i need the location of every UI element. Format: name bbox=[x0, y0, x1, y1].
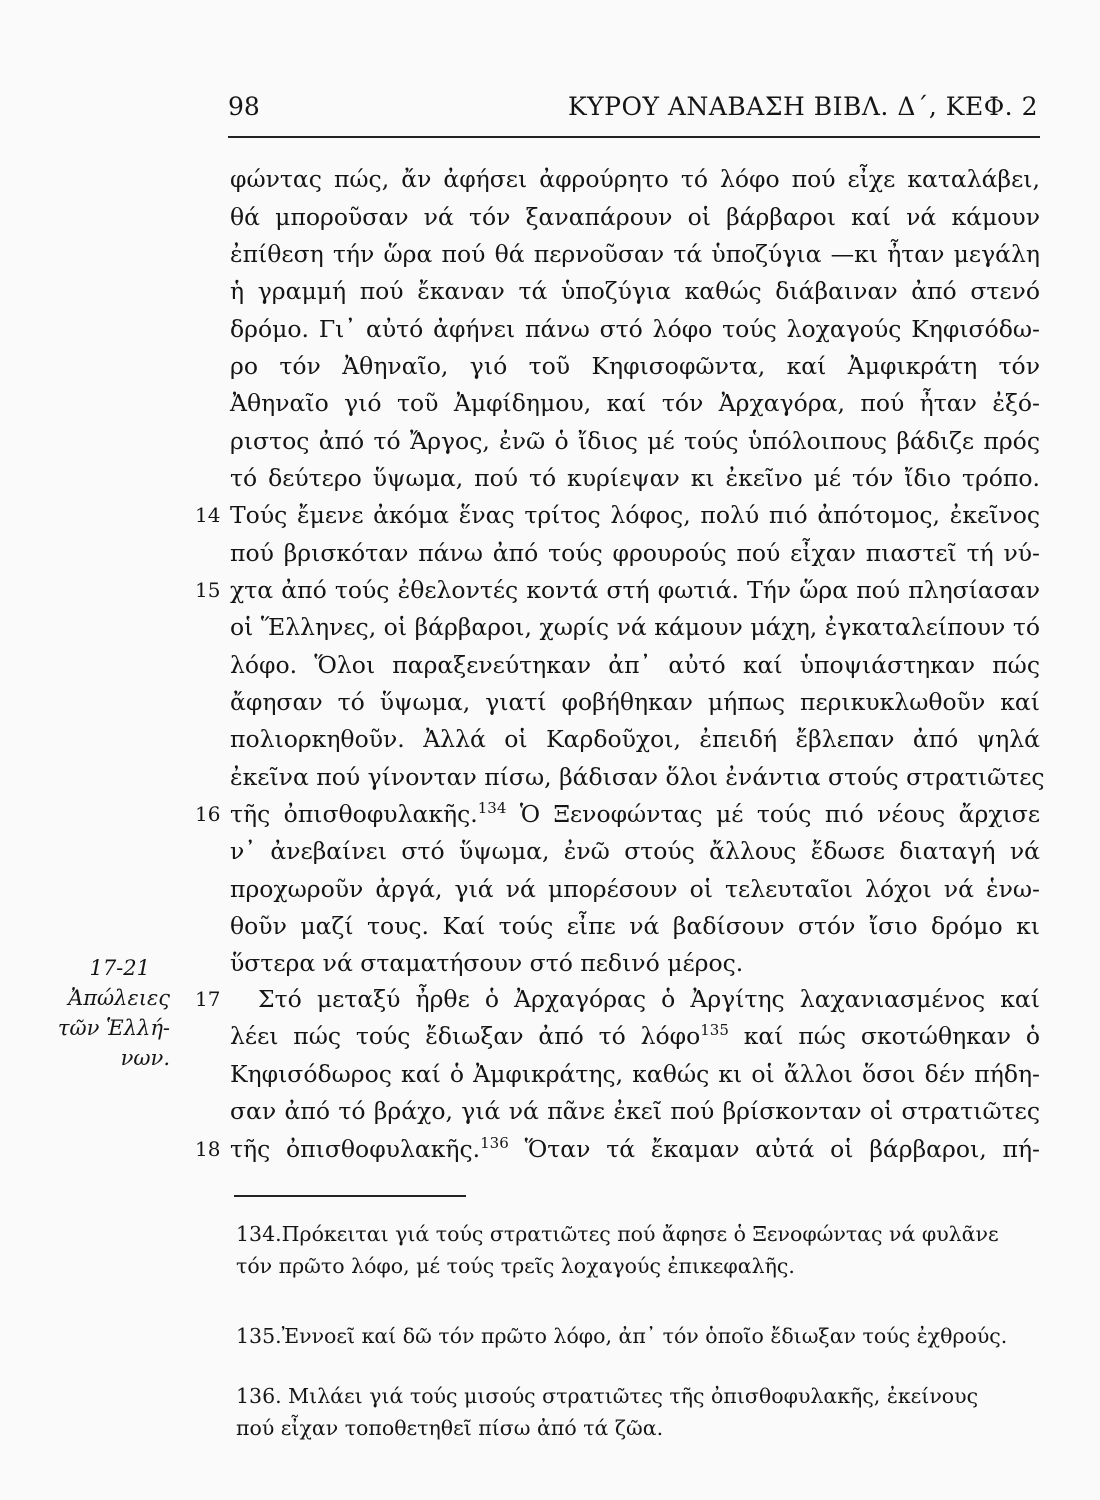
running-head bbox=[228, 92, 1038, 132]
footnote-136 bbox=[236, 1380, 1056, 1444]
text-line: Στό μεταξύ ἦρθε ὁ Ἀρχαγόρας ὁ Ἀργίτης λαχανιασμένος καί bbox=[258, 985, 1040, 1013]
paragraph-number: 16 bbox=[195, 802, 221, 826]
text-line bbox=[230, 1017, 1040, 1055]
text-run: λέει πώς τούς ἔδιωξαν ἀπό τό λόφο bbox=[230, 1022, 701, 1050]
text-line: ἄφησαν τό ὕψωμα, γιατί φοβήθηκαν μήπως περικυκλωθοῦν καί bbox=[230, 688, 1040, 716]
text-line: σαν ἀπό τό βράχο, γιά νά πᾶνε ἐκεῖ πού βρίσκονταν οἱ στρατιῶτες bbox=[230, 1097, 1040, 1125]
text-run: τῆς ὀπισθοφυλακῆς. bbox=[230, 1135, 481, 1163]
note-ref-135[interactable]: 135 bbox=[700, 1021, 729, 1039]
text-line: θοῦν μαζί τους. Καί τούς εἶπε νά βαδίσουν στόν ἴσιο δρόμο κι bbox=[230, 912, 1040, 940]
text-line: φώντας πώς, ἄν ἀφήσει ἀφρούρητο τό λόφο πού εἶχε καταλάβει, bbox=[230, 165, 1040, 193]
text-line: ἐκεῖνα πού γίνονταν πίσω, βάδισαν ὅλοι ἐνάντια στούς στρατιῶτες bbox=[230, 763, 1045, 791]
text-line: τό δεύτερο ὕψωμα, πού τό κυρίεψαν κι ἐκεῖνο μέ τόν ἴδιο τρόπο. bbox=[230, 464, 1040, 492]
text-line: πού βρισκόταν πάνω ἀπό τούς φρουρούς πού εἶχαν πιαστεῖ τή νύ- bbox=[230, 539, 1040, 567]
text-run: τῆς ὀπισθοφυλακῆς. bbox=[230, 800, 478, 828]
text-line: λόφο. Ὅλοι παραξενεύτηκαν ἀπ᾽ αὐτό καί ὑποψιάστηκαν πώς bbox=[230, 651, 1040, 679]
margin-note-text: νων. bbox=[120, 1046, 170, 1070]
text-run: Ὅταν τά ἔκαμαν αὐτά οἱ βάρβαροι, πή- bbox=[508, 1135, 1040, 1163]
text-line: Κηφισόδωρος καί ὁ Ἀμφικράτης, καθώς κι οἱ ἄλλοι ὅσοι δέν πήδη- bbox=[230, 1060, 1040, 1088]
footnote-134 bbox=[236, 1218, 1056, 1282]
text-line: ἐπίθεση τήν ὥρα πού θά περνοῦσαν τά ὑποζύγια —κι ἦταν μεγάλη bbox=[230, 240, 1040, 268]
text-line: οἱ Ἕλληνες, οἱ βάρβαροι, χωρίς νά κάμουν μάχη, ἐγκαταλείπουν τό bbox=[230, 613, 1040, 641]
margin-note-text: Ἀπώλειες bbox=[68, 986, 170, 1010]
text-line: πολιορκηθοῦν. Ἀλλά οἱ Καρδοῦχοι, ἐπειδή ἔβλεπαν ἀπό ψηλά bbox=[230, 725, 1040, 753]
text-line: προχωροῦν ἀργά, γιά νά μπορέσουν οἱ τελευταῖοι λόχοι νά ἑνω- bbox=[230, 875, 1040, 903]
text-line: ρο τόν Ἀθηναῖο, γιό τοῦ Κηφισοφῶντα, καί Ἀμφικράτη τόν bbox=[230, 352, 1040, 380]
text-line: Τούς ἔμενε ἀκόμα ἕνας τρίτος λόφος, πολύ πιό ἀπότομος, ἐκεῖνος bbox=[230, 501, 1040, 529]
paragraph-number: 15 bbox=[195, 578, 221, 602]
text-run: Ὁ Ξενοφώντας μέ τούς πιό νέους ἄρχισε bbox=[506, 800, 1040, 828]
margin-note-range: 17-21 bbox=[89, 956, 150, 980]
text-line: δρόμο. Γι᾽ αὐτό ἀφήνει πάνω στό λόφο τούς λοχαγούς Κηφισόδω- bbox=[230, 315, 1040, 343]
text-line: θά μποροῦσαν νά τόν ξαναπάρουν οἱ βάρβαροι καί νά κάμουν bbox=[230, 203, 1040, 231]
footnote-rule bbox=[234, 1195, 466, 1197]
text-line: χτα ἀπό τούς ἐθελοντές κοντά στή φωτιά. Τήν ὥρα πού πλησίασαν bbox=[230, 576, 1040, 604]
text-line bbox=[230, 795, 1040, 833]
running-title: ΚΥΡΟΥ ΑΝΑΒΑΣΗ ΒΙΒΛ. Δ΄, ΚΕΦ. 2 bbox=[567, 92, 1038, 121]
footnote-text: 135.Ἐννοεῖ καί δῶ τόν πρῶτο λόφο, ἀπ᾽ τόν ὁποῖο ἔδιωξαν τούς ἐχθρούς. bbox=[236, 1324, 1008, 1348]
paragraph-number: 14 bbox=[195, 503, 221, 527]
note-ref-136[interactable]: 136 bbox=[480, 1134, 509, 1152]
note-ref-134[interactable]: 134 bbox=[477, 799, 507, 817]
paragraph-number: 18 bbox=[195, 1137, 221, 1161]
text-line bbox=[230, 1130, 1040, 1168]
margin-note-text: τῶν Ἑλλή- bbox=[57, 1016, 170, 1040]
footnote-135 bbox=[236, 1320, 1056, 1352]
text-line: ριστος ἀπό τό Ἄργος, ἐνῶ ὁ ἴδιος μέ τούς ὑπόλοιπους βάδιζε πρός bbox=[230, 427, 1040, 455]
text-run: καί πώς σκοτώθηκαν ὁ bbox=[728, 1022, 1040, 1050]
text-line: ν᾽ ἀνεβαίνει στό ὕψωμα, ἐνῶ στούς ἄλλους ἔδωσε διαταγή νά bbox=[230, 837, 1040, 865]
footnote-text: τόν πρῶτο λόφο, μέ τούς τρεῖς λοχαγούς ἐπικεφαλῆς. bbox=[236, 1254, 795, 1278]
paragraph-number: 17 bbox=[195, 987, 221, 1011]
footnote-text: πού εἶχαν τοποθετηθεῖ πίσω ἀπό τά ζῶα. bbox=[236, 1416, 664, 1440]
text-line: ἡ γραμμή πού ἔκαναν τά ὑποζύγια καθώς διάβαιναν ἀπό στενό bbox=[230, 277, 1040, 305]
text-line: Ἀθηναῖο γιό τοῦ Ἀμφίδημου, καί τόν Ἀρχαγόρα, πού ἦταν ἐξό- bbox=[230, 389, 1040, 417]
footnote-text: 134.Πρόκειται γιά τούς στρατιῶτες πού ἄφησε ὁ Ξενοφώντας νά φυλᾶνε bbox=[236, 1222, 999, 1246]
footnote-text: 136. Μιλάει γιά τούς μισούς στρατιῶτες τῆς ὀπισθοφυλακῆς, ἐκείνους bbox=[236, 1384, 979, 1408]
margin-note bbox=[40, 953, 170, 1073]
text-line: ὕστερα νά σταματήσουν στό πεδινό μέρος. bbox=[230, 949, 744, 977]
page-number: 98 bbox=[228, 92, 260, 121]
header-rule bbox=[228, 136, 1040, 138]
